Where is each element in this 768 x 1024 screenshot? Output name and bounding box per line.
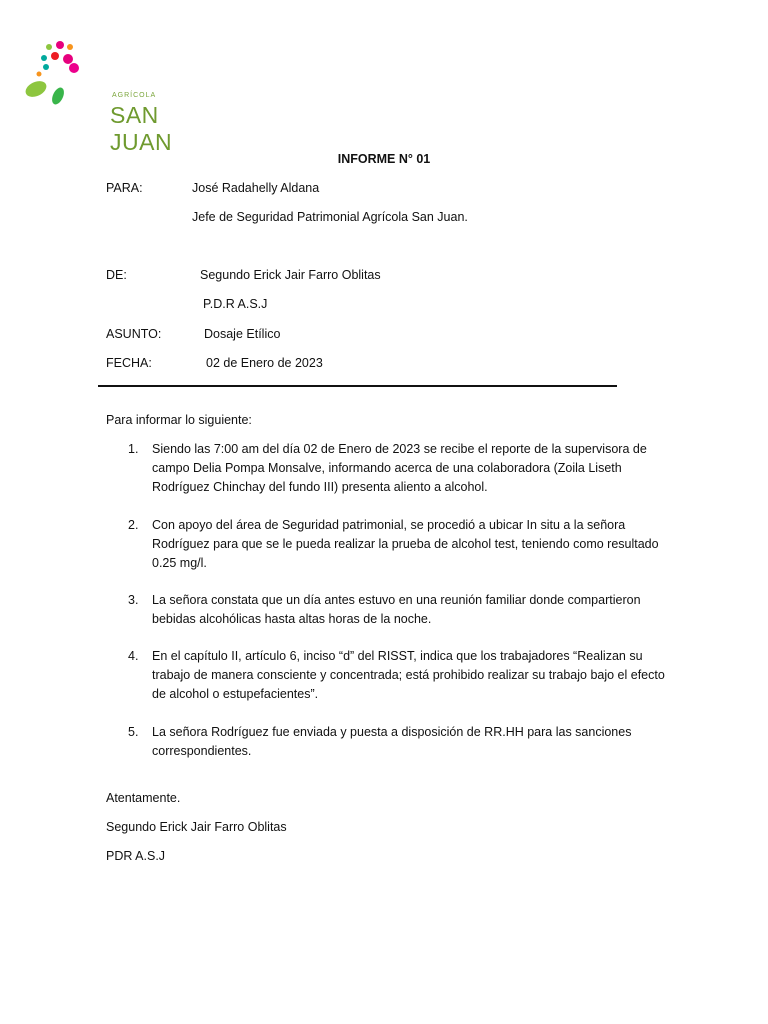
header-divider — [98, 385, 617, 387]
de-name: Segundo Erick Jair Farro Oblitas — [200, 268, 381, 282]
item-number: 2. — [128, 518, 139, 532]
intro-text: Para informar lo siguiente: — [106, 413, 252, 427]
asunto-value: Dosaje Etílico — [204, 327, 281, 341]
fecha-label: FECHA: — [106, 356, 152, 370]
closing-name: Segundo Erick Jair Farro Oblitas — [106, 820, 287, 834]
closing-salutation: Atentamente. — [106, 791, 181, 805]
list-item: Con apoyo del área de Seguridad patrimonial, se procedió a ubicar In situ a la señora Rodríguez para que se le pueda realizar la prueba de alcohol test, teniendo como resultado 0.25 mg/l. — [152, 518, 659, 570]
list-item: Siendo las 7:00 am del día 02 de Enero de 2023 se recibe el reporte de la supervisora de campo Delia Pompa Monsalve, informando acerca de una colaboradora (Zoila Liseth Rodríguez Chinchay del fundo III) presenta aliento a alcohol. — [152, 442, 647, 494]
item-number: 3. — [128, 593, 139, 607]
document-title: INFORME N° 01 — [337, 152, 431, 166]
company-logo — [24, 40, 204, 155]
item-number: 4. — [128, 649, 139, 663]
fecha-value: 02 de Enero de 2023 — [206, 356, 323, 370]
para-label: PARA: — [106, 181, 143, 195]
item-number: 1. — [128, 442, 139, 456]
closing-role: PDR A.S.J — [106, 849, 166, 863]
para-name: José Radahelly Aldana — [192, 181, 320, 195]
logo-small-text: AGRÍCOLA — [112, 92, 157, 99]
de-role: P.D.R A.S.J — [203, 297, 268, 311]
item-number: 5. — [128, 725, 139, 739]
list-item: En el capítulo II, artículo 6, inciso “d” del RISST, indica que los trabajadores “Realizan su trabajo de manera consciente y concentrada; está prohibido realizar su trabajo bajo el efecto de alcohol o estupefacientes”. — [152, 649, 665, 701]
list-item: La señora constata que un día antes estuvo en una reunión familiar donde compartieron bebidas alcohólicas hasta altas horas de la noche. — [152, 593, 641, 626]
de-label: DE: — [106, 268, 127, 282]
list-item: La señora Rodríguez fue enviada y puesta a disposición de RR.HH para las sanciones correspondientes. — [152, 725, 632, 758]
logo-dots-icon — [24, 40, 94, 110]
para-role: Jefe de Seguridad Patrimonial Agrícola San Juan. — [192, 210, 468, 224]
asunto-label: ASUNTO: — [106, 327, 162, 341]
logo-name: SAN JUAN — [110, 102, 173, 155]
